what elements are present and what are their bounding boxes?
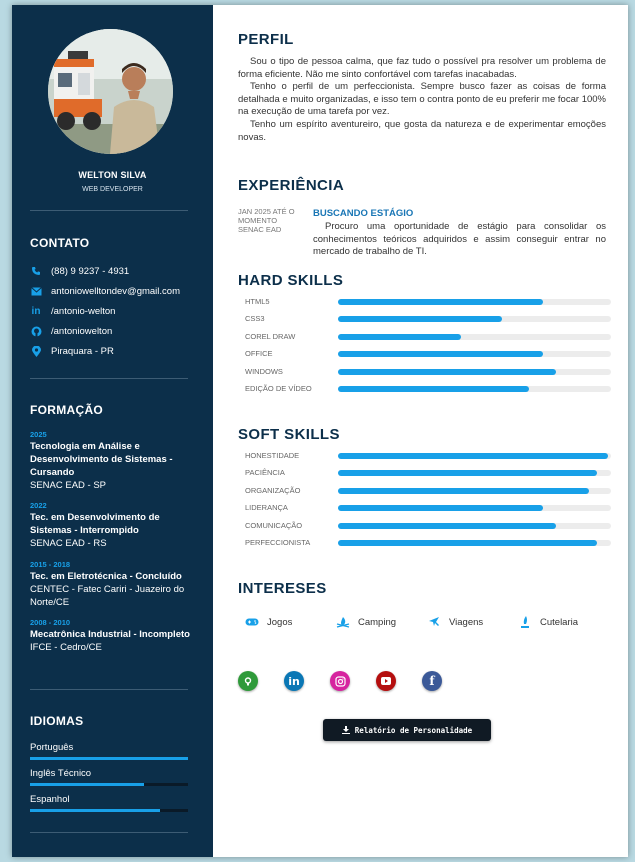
skill-bar	[338, 369, 611, 375]
contact-text: /antoniowelton	[51, 325, 113, 337]
contact-github[interactable]	[30, 324, 112, 338]
skill-row	[245, 384, 612, 394]
skill-name: PACIÊNCIA	[245, 468, 285, 477]
instagram-link[interactable]	[330, 671, 350, 691]
education-degree: Tecnologia em Análise e Desenvolvimento de Sistemas - Cursando	[30, 441, 173, 478]
skill-bar	[338, 540, 611, 546]
linkedin-link[interactable]	[284, 671, 304, 691]
hard-skills-heading: HARD SKILLS	[238, 272, 344, 289]
education-item	[30, 430, 195, 492]
contact-phone[interactable]	[30, 264, 129, 278]
skill-row	[245, 314, 612, 324]
divider	[30, 832, 188, 833]
skill-name: OFFICE	[245, 349, 273, 358]
interest-label: Viagens	[449, 616, 484, 628]
experience-title: BUSCANDO ESTÁGIO	[313, 208, 414, 219]
language-item	[30, 742, 188, 760]
download-icon	[342, 726, 350, 734]
skill-name: COREL DRAW	[245, 332, 296, 341]
contact-text: antoniowelltondev@gmail.com	[51, 285, 180, 297]
skill-bar	[338, 505, 611, 511]
skill-bar	[338, 299, 611, 305]
linkedin-icon: in	[31, 305, 41, 317]
skill-bar	[338, 523, 611, 529]
divider	[30, 689, 188, 690]
skill-name: HONESTIDADE	[245, 451, 300, 460]
avatar	[48, 29, 173, 154]
education-year: 2015 - 2018	[30, 560, 71, 569]
skill-name: LIDERANÇA	[245, 503, 288, 512]
skill-row	[245, 451, 612, 461]
perfil-paragraph: Tenho o perfil de um perfeccionista. Sempre busco fazer as coisas de forma detalhada e muito organizadas, e isso tem o contra ponto de eu preferir me focar 100% na execução de uma tarefa por vez.	[238, 81, 606, 117]
contact-text: (88) 9 9237 - 4931	[51, 265, 130, 277]
email-icon	[30, 285, 42, 297]
experience-date: JAN 2025 ATÉ O MOMENTO	[238, 207, 295, 225]
skill-name: ORGANIZAÇÃO	[245, 486, 301, 495]
education-item	[30, 501, 195, 550]
skill-bar	[338, 470, 611, 476]
skill-row	[245, 503, 612, 513]
main-content	[213, 5, 628, 857]
knife-icon	[518, 615, 532, 629]
interest-label: Camping	[358, 616, 397, 628]
education-item	[30, 560, 195, 609]
interest-item	[427, 615, 483, 629]
skill-bar	[338, 488, 611, 494]
language-item	[30, 768, 188, 786]
gamepad-icon	[245, 615, 259, 629]
perfil-heading: PERFIL	[238, 31, 294, 48]
perfil-paragraph: Tenho um espírito aventureiro, que gosta da natureza e de experimentar emoções novas.	[238, 119, 606, 143]
education-item	[30, 618, 195, 654]
location-icon	[30, 345, 42, 357]
skill-name: PERFECCIONISTA	[245, 538, 311, 547]
facebook-link[interactable]	[422, 671, 442, 691]
language-bar	[30, 783, 188, 786]
interests-heading: INTERESES	[238, 580, 327, 597]
languages-heading: IDIOMAS	[30, 714, 84, 728]
education-institution: IFCE - Cedro/CE	[30, 642, 102, 653]
skill-row	[245, 538, 612, 548]
personality-report-button[interactable]	[323, 719, 491, 741]
education-year: 2008 - 2010	[30, 618, 71, 627]
skill-bar	[338, 351, 611, 357]
profile-name: WELTON SILVA	[78, 170, 147, 180]
skill-name: CSS3	[245, 314, 265, 323]
experience-heading: EXPERIÊNCIA	[238, 177, 345, 194]
education-year: 2022	[30, 501, 47, 510]
contact-linkedin[interactable]	[30, 304, 115, 318]
skill-name: EDIÇÃO DE VÍDEO	[245, 384, 312, 393]
language-name: Espanhol	[30, 794, 70, 805]
linkedin-icon: in	[288, 674, 300, 688]
skill-bar	[338, 334, 611, 340]
language-name: Inglês Técnico	[30, 768, 92, 779]
education-degree: Tec. em Desenvolvimento de Sistemas - Interrompido	[30, 512, 160, 536]
skill-name: WINDOWS	[245, 367, 283, 376]
facebook-icon: f	[429, 674, 435, 688]
education-institution: SENAC EAD - RS	[30, 538, 107, 549]
skill-row	[245, 521, 612, 531]
contact-email[interactable]	[30, 284, 180, 298]
language-name: Português	[30, 742, 74, 753]
github-icon	[242, 675, 254, 687]
skill-row	[245, 349, 612, 359]
skill-name: COMUNICAÇÃO	[245, 521, 303, 530]
divider	[30, 378, 188, 379]
skill-row	[245, 367, 612, 377]
education-institution: SENAC EAD - SP	[30, 480, 107, 491]
experience-description: Procuro uma oportunidade de estágio para consolidar os conhecimentos teóricos adquiridos e assim conseguir entrar no mercado de trabalho de TI.	[313, 221, 606, 257]
youtube-icon	[381, 677, 391, 685]
interest-item	[518, 615, 578, 629]
report-button-label: Relatório de Personalidade	[354, 725, 473, 735]
contact-text: /antonio-welton	[51, 305, 116, 317]
interest-item	[245, 615, 292, 629]
education-heading: FORMAÇÃO	[30, 403, 104, 417]
skill-row	[245, 297, 612, 307]
contact-text: Piraquara - PR	[51, 345, 114, 357]
education-institution: CENTEC - Fatec Cariri - Juazeiro do Norte/CE	[30, 584, 185, 608]
campfire-icon	[336, 615, 350, 629]
soft-skills-heading: SOFT SKILLS	[238, 426, 340, 443]
interest-label: Cutelaria	[540, 616, 579, 628]
github-link[interactable]	[238, 671, 258, 691]
education-degree: Mecatrônica Industrial - Incompleto	[30, 629, 190, 640]
resume-page	[12, 5, 628, 857]
github-icon	[30, 325, 42, 337]
instagram-icon	[335, 676, 346, 687]
language-bar	[30, 809, 188, 812]
skill-row	[245, 332, 612, 342]
language-bar	[30, 757, 188, 760]
skill-name: HTML5	[245, 297, 270, 306]
experience-place: SENAC EAD	[238, 225, 282, 234]
perfil-paragraph: Sou o tipo de pessoa calma, que faz tudo o possível pra resolver um problema de forma eficiente. Não me sinto confortável com tarefas inacabadas.	[238, 56, 606, 80]
skill-bar	[338, 316, 611, 322]
contact-location	[30, 344, 114, 358]
language-item	[30, 794, 188, 812]
sidebar	[12, 5, 213, 857]
divider	[30, 210, 188, 211]
education-degree: Tec. em Eletrotécnica - Concluído	[30, 571, 182, 582]
plane-icon	[427, 615, 441, 629]
avatar-photo	[48, 29, 173, 154]
skill-row	[245, 486, 612, 496]
skill-bar	[338, 453, 611, 459]
contact-heading: CONTATO	[30, 236, 90, 250]
skill-bar	[338, 386, 611, 392]
phone-icon	[30, 265, 42, 277]
profile-role: WEB DEVELOPER	[82, 186, 143, 193]
interest-item	[336, 615, 396, 629]
skill-row	[245, 468, 612, 478]
interest-label: Jogos	[267, 616, 293, 628]
education-year: 2025	[30, 430, 47, 439]
youtube-link[interactable]	[376, 671, 396, 691]
experience-meta	[238, 207, 308, 234]
